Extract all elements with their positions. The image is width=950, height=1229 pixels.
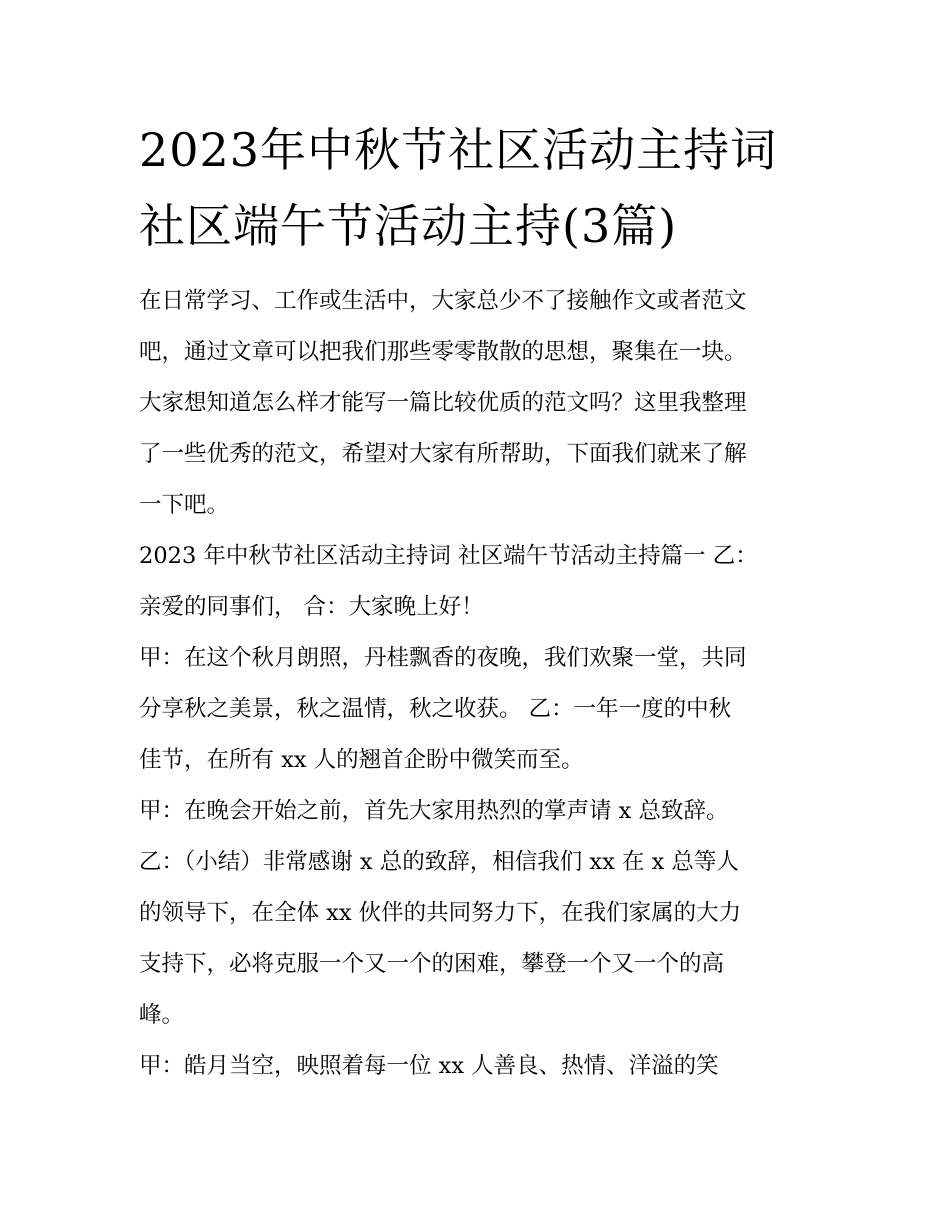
title-line-2: 社区端午节活动主持(3篇) xyxy=(139,199,678,253)
text-line: 2023 年中秋节社区活动主持词 社区端午节活动主持篇一 乙： xyxy=(139,543,758,569)
text-line: 乙：（小结）非常感谢 x 总的致辞，相信我们 xx 在 x 总等人 xyxy=(139,849,739,875)
text-line: 了一些优秀的范文，希望对大家有所帮助，下面我们就来了解 xyxy=(139,441,747,467)
paragraph-intro xyxy=(139,276,819,531)
text-line: 佳节，在所有 xx 人的翘首企盼中微笑而至。 xyxy=(139,747,584,773)
text-line: 大家想知道怎么样才能写一篇比较优质的范文吗？这里我整理 xyxy=(139,390,747,416)
text-line: 吧，通过文章可以把我们那些零零散散的思想，聚集在一块。 xyxy=(139,339,747,365)
text-line: 峰。 xyxy=(139,1002,185,1028)
title-line-1: 2023年中秋节社区活动主持词 xyxy=(139,123,778,177)
text-line: 亲爱的同事们， 合：大家晚上好！ xyxy=(139,594,484,620)
paragraph-dialogue xyxy=(139,1041,819,1092)
text-line: 在日常学习、工作或生活中，大家总少不了接触作文或者范文 xyxy=(139,288,747,314)
document-title xyxy=(139,112,829,264)
document-body xyxy=(139,276,819,1092)
paragraph-section-heading xyxy=(139,531,819,633)
paragraph-dialogue xyxy=(139,633,819,786)
text-line: 的领导下，在全体 xx 伙伴的共同努力下，在我们家属的大力 xyxy=(139,900,742,926)
text-line: 甲：皓月当空，映照着每一位 xx 人善良、热情、洋溢的笑 xyxy=(139,1053,719,1079)
text-line: 分享秋之美景，秋之温情，秋之收获。 乙：一年一度的中秋 xyxy=(139,696,732,722)
text-line: 甲：在这个秋月朗照，丹桂飘香的夜晚，我们欢聚一堂，共同 xyxy=(139,645,747,671)
text-line: 甲：在晚会开始之前，首先大家用热烈的掌声请 x 总致辞。 xyxy=(139,798,729,824)
paragraph-dialogue xyxy=(139,786,819,837)
text-line: 一下吧。 xyxy=(139,492,230,518)
text-line: 支持下，必将克服一个又一个的困难，攀登一个又一个的高 xyxy=(139,951,725,977)
paragraph-dialogue xyxy=(139,837,819,1041)
